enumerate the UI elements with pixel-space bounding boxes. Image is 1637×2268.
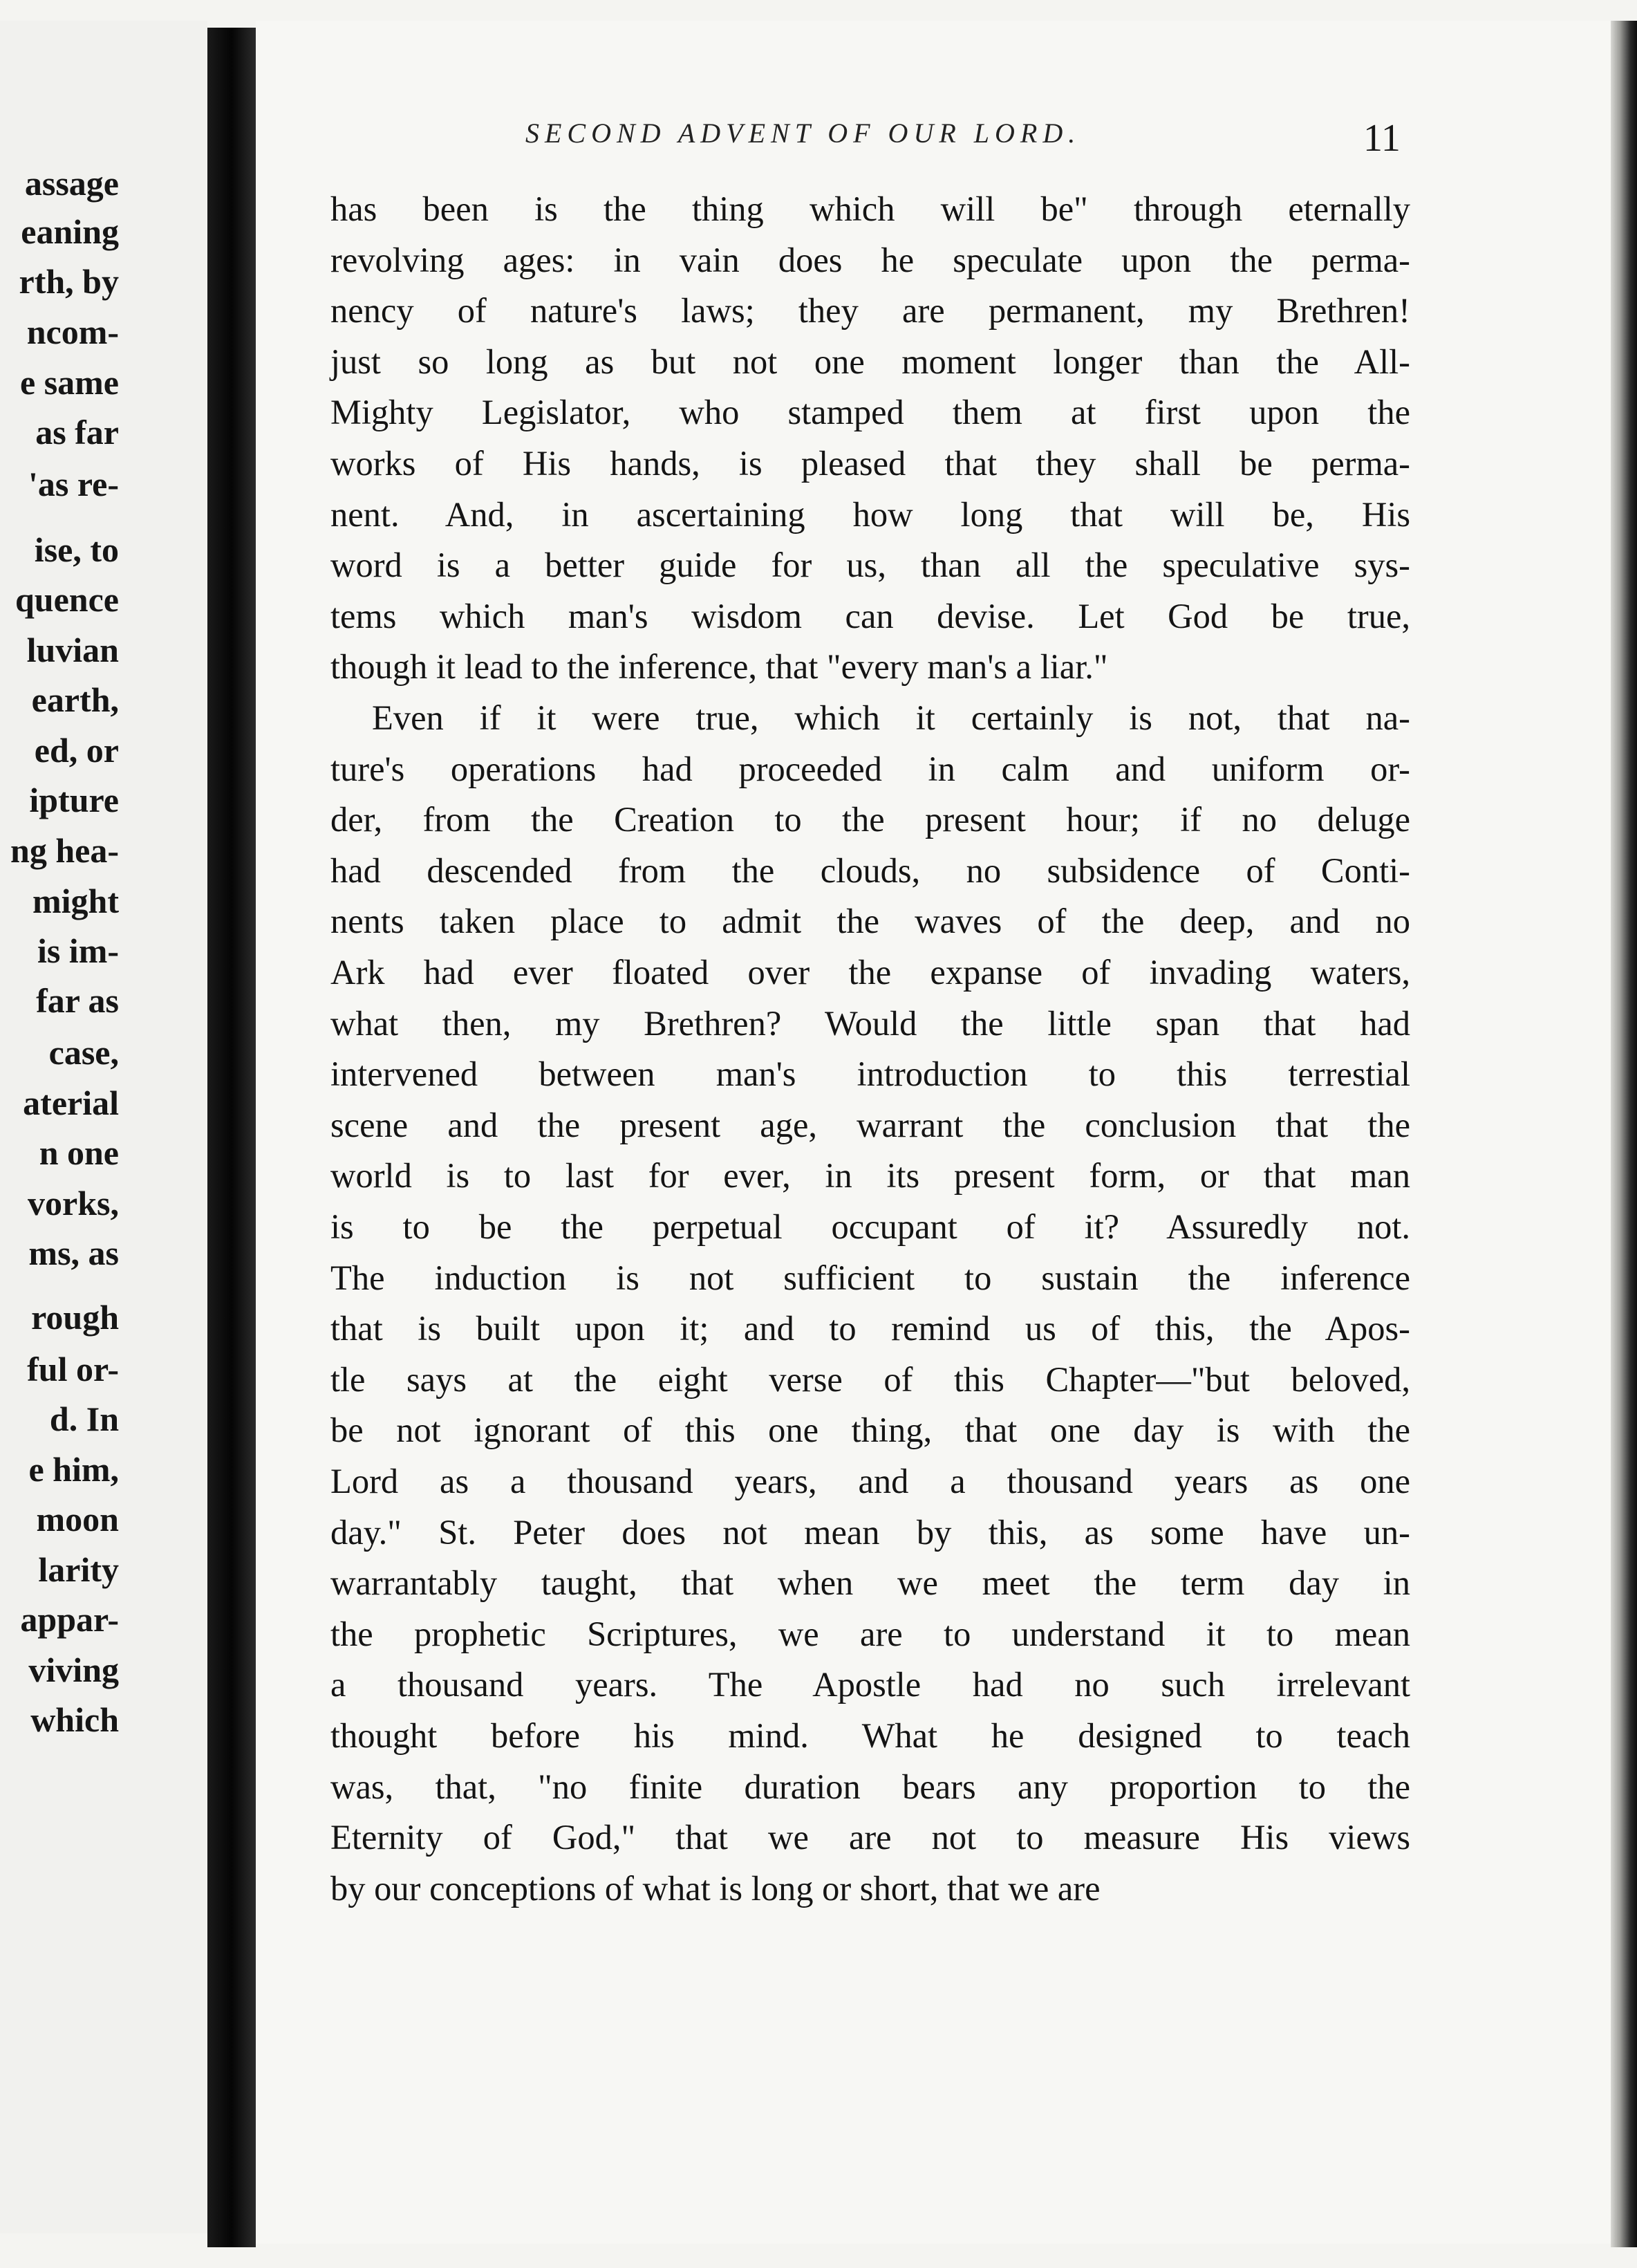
left-page-line: ed, or [34, 731, 119, 770]
left-page-line: viving [28, 1651, 119, 1689]
book-gutter [207, 28, 256, 2247]
left-page-line: earth, [31, 680, 119, 719]
left-page-line: quence [15, 580, 119, 619]
left-page-line: moon [36, 1500, 119, 1539]
body-line: tems which man's wisdom can devise. Let God be true, [330, 597, 1410, 635]
left-page-fragment [0, 21, 207, 2233]
left-page-line: aterial [23, 1084, 119, 1122]
page-number: 11 [1363, 117, 1401, 160]
body-line: der, from the Creation to the present hour; if no deluge [330, 800, 1410, 839]
body-line: though it lead to the inference, that "every man's a liar." [330, 647, 1108, 686]
body-line: ture's operations had proceeded in calm and uniform or- [330, 750, 1410, 788]
body-line: has been is the thing which will be" through eternally [330, 189, 1410, 228]
body-line: had descended from the clouds, no subsidence of Conti- [330, 851, 1410, 890]
left-page-line: is im- [37, 931, 119, 970]
left-page-line: ng hea- [10, 831, 119, 870]
left-page-line: ipture [29, 781, 119, 819]
left-page-line: appar- [20, 1600, 119, 1639]
body-line: word is a better guide for us, than all the speculative sys- [330, 546, 1410, 584]
left-page-line: ms, as [28, 1234, 119, 1272]
body-line: day." St. Peter does not mean by this, as some have un- [330, 1513, 1410, 1552]
left-page-line: ise, to [34, 530, 119, 569]
left-page-line: eaning [21, 212, 119, 251]
body-line: be not ignorant of this one thing, that one day is with the [330, 1411, 1410, 1449]
left-page-line: assage [24, 164, 119, 203]
body-line: Eternity of God," that we are not to measure His views [330, 1818, 1410, 1857]
left-page-line: as far [35, 413, 119, 452]
left-page-line: n one [39, 1133, 119, 1172]
body-line: Lord as a thousand years, and a thousand years as one [330, 1462, 1410, 1500]
running-head: SECOND ADVENT OF OUR LORD. [525, 118, 1081, 149]
body-line: warrantably taught, that when we meet the term day in [330, 1563, 1410, 1602]
body-line: nent. And, in ascertaining how long that will be, His [330, 495, 1410, 534]
body-line: nency of nature's laws; they are permanent, my Brethren! [330, 291, 1410, 330]
body-line: that is built upon it; and to remind us of this, the Apos- [330, 1309, 1410, 1348]
body-line: Mighty Legislator, who stamped them at first upon the [330, 393, 1410, 431]
left-page-line: ncom- [26, 313, 119, 351]
body-line: world is to last for ever, in its present form, or that man [330, 1156, 1410, 1195]
left-page-line: e same [20, 363, 119, 402]
body-line: thought before his mind. What he designed to teach [330, 1716, 1410, 1755]
body-line: just so long as but not one moment longer than the All- [330, 342, 1410, 381]
body-line: The induction is not sufficient to sustain the inference [330, 1258, 1410, 1297]
left-page-line: ful or- [27, 1350, 119, 1388]
left-page-line: d. In [49, 1400, 119, 1438]
body-line: a thousand years. The Apostle had no such irrelevant [330, 1665, 1410, 1704]
body-line: works of His hands, is pleased that they shall be perma- [330, 444, 1410, 483]
left-page-line: far as [36, 981, 119, 1020]
page-edge-shadow [1611, 21, 1637, 2247]
body-line: the prophetic Scriptures, we are to understand it to mean [330, 1615, 1410, 1653]
left-page-line: which [30, 1700, 119, 1739]
body-line: by our conceptions of what is long or short, that we are [330, 1869, 1101, 1908]
left-page-line: rth, by [19, 262, 119, 301]
left-page-line: vorks, [28, 1184, 119, 1223]
body-line: tle says at the eight verse of this Chapter—"but beloved, [330, 1360, 1410, 1399]
body-line: nents taken place to admit the waves of the deep, and no [330, 902, 1410, 940]
left-page-line: might [32, 882, 119, 920]
body-line: scene and the present age, warrant the conclusion that the [330, 1106, 1410, 1144]
left-page-line: larity [38, 1550, 119, 1589]
left-page-line: e him, [28, 1450, 119, 1489]
body-line: is to be the perpetual occupant of it? Assuredly not. [330, 1207, 1410, 1246]
body-line: Ark had ever floated over the expanse of invading waters, [330, 953, 1410, 992]
body-line: intervened between man's introduction to this terrestial [330, 1054, 1410, 1093]
body-line: what then, my Brethren? Would the little span that had [330, 1004, 1410, 1043]
body-line: revolving ages: in vain does he speculate upon the perma- [330, 241, 1410, 279]
left-page-line: luvian [26, 631, 119, 669]
left-page-line: rough [31, 1298, 119, 1337]
body-line: was, that, "no finite duration bears any proportion to the [330, 1767, 1410, 1806]
left-page-line: case, [48, 1033, 119, 1072]
left-page-line: 'as re- [28, 465, 119, 503]
body-line: Even if it were true, which it certainly is not, that na- [372, 698, 1410, 737]
